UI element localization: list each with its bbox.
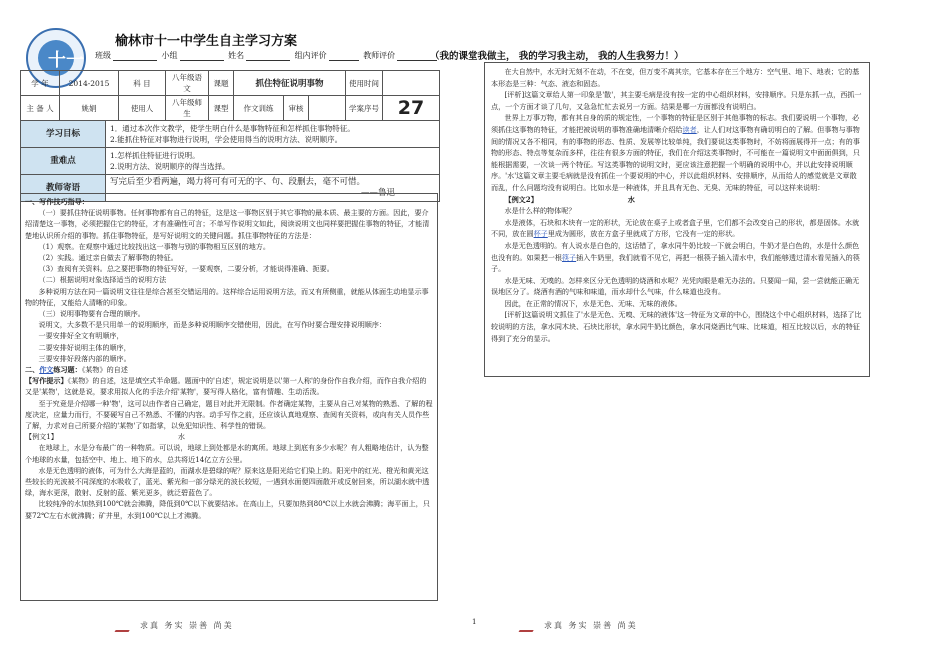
paragraph: 因此，在正常的情况下，水是无色、无味、无味的液体。: [504, 298, 682, 308]
meta-cell: 科 目: [119, 71, 166, 96]
footer-motto: 求真 务实 崇善 尚美: [544, 621, 638, 630]
meta-cell: [383, 71, 440, 96]
section2-prefix: 二、: [25, 365, 40, 375]
key-point-item: 1.怎样抓住特征进行说明。: [110, 151, 200, 160]
meta-cell: [309, 96, 346, 121]
list-item: 二要安排好说明主体的顺序，: [38, 342, 131, 352]
paragraph: 多种说明方法在同一篇说明文往往是综合甚至交错运用的。这样综合运用说明方法，而又有所侧重，就能从体面生动地显示事物的特征，又能给人清晰的印象。: [25, 286, 429, 307]
meta-cell: 审核: [284, 96, 309, 121]
footer-left: [118, 620, 234, 632]
goals-table: [20, 120, 440, 202]
school-title: 榆林市十一中学生自主学习方案: [115, 34, 298, 49]
subheading: （二）根据说明对象选择适当的说明方法: [38, 275, 167, 285]
group-blank[interactable]: [180, 51, 224, 61]
field-group: 小组: [161, 51, 178, 60]
meta-cell: 学 年: [21, 71, 60, 96]
text: 里成为圆形，放在方盒子里就成了方形，它没有一定的形状。: [547, 229, 740, 239]
left-column: [20, 193, 438, 601]
page-number: 1: [472, 618, 477, 626]
objective-item: 1．通过本次作文教学，使学生明白什么是事物特征和怎样抓住事物特征。: [110, 124, 355, 133]
paragraph: （一）要抓住特征说明事物。任何事物都有自己的特征，这是这一事物区别于其它事物的最本质、最主要的方面。因此，要介绍清楚这一事物，必须把握住它的特征，才有准确性可言；不单写作说明文如此，阅读说明文也同样要把握住事物的特征，才能清楚地认识所介绍的事物。抓住事物特征，是写好说明文的关键问题。抓住事物特征的方法是：: [25, 208, 430, 240]
text: 插入牛奶里，我们就看不见它，再把一根筷子插入清水中，我们能够透过清水看见插入的筷子。: [491, 252, 860, 274]
lesson-number: 27: [383, 96, 440, 121]
section1-title: 一、写作技巧指导：: [25, 197, 89, 206]
example2-title: 水: [627, 194, 635, 204]
slogan: （我的课堂我做主， 我的学习我主动， 我的人生我努力！）: [430, 51, 684, 62]
paragraph: 至于究竟是介绍哪一种'物'，这可以由作者自己确定，题目对此并无限制。作者确定某物，主要从自己对某物的熟悉、了解的程度决定，应量力而行，不要硬写自己不熟悉、不懂的内容。动手写作之前，还应该认真地观察、查阅有关资料，或向有关人员作些了解，力求对自己所要介绍的'某物'了如指掌，以免犯知识性、科学性的错误。: [25, 398, 433, 431]
hint-text: 《某物》的自述，这是填空式半命题。题面中的'自述'，规定说明是以'第一人称'的身份作自我介绍，而作自我介绍的又是'某物'，这就是说，要求用拟人化的手法介绍'某物'，要写得人格化，富有情趣、生动活泼。: [25, 376, 427, 397]
group-eval-blank[interactable]: [329, 51, 359, 61]
text: 水是液体，石块和木块有一定的形状，无论放在桌子上或者盒子里，它们都不会改变自己的形状，都是固体。水就不同，放在圆: [491, 217, 860, 239]
cup-link[interactable]: 杯子: [533, 229, 548, 239]
meta-topic: 抓住特征说明事物: [234, 71, 346, 96]
meta-cell: 八年级师生: [166, 96, 209, 121]
example2-heading: [491, 194, 863, 206]
meta-cell: 使用时间: [346, 71, 383, 96]
field-group-eval: 组内评价: [294, 51, 327, 60]
paragraph: 在地球上，水是分布最广的一种物质。可以说，地球上到处都是水的寓所。地球上到底有多少水呢？有人粗略地估计，认为整个地球的水量，包括空中、地上、地下的水，总共将近14亿立方公里。: [25, 443, 429, 464]
name-blank[interactable]: [246, 51, 290, 61]
objective-item: 2.能抓住特征对事物进行说明，学会使用得当的说明方法、说明顺序。: [110, 135, 343, 144]
paragraph: 水是什么样的物体呢？: [504, 206, 576, 216]
chopsticks-link[interactable]: 筷子: [561, 252, 577, 262]
field-class: 班级: [95, 51, 111, 60]
essay-link[interactable]: 作文: [39, 365, 54, 375]
meta-row-2: [21, 96, 440, 121]
comment: [评析]这篇文章给人第一印象是'散'，其主要毛病是没有按一定的中心组织材料，安排顺序。只是东抓一点，西抓一点，一个方面才谈了几句，又急急忙忙去说另一方面。结果是哪一方面都没有说明白。: [491, 90, 862, 111]
example2-label: 【例文2】: [504, 194, 538, 204]
list-item: 三要安排好段落内部的顺序。: [38, 353, 131, 363]
comment-text: ，让人们对这事物有确切明白的了解。但事物与事物间的情况又各不相同，有的事物的形态、性质、发展等比较单纯，我们要说这类事物时，不妨将面展得开一点；有的事物的形态、特点等复杂而多样，往往有很多方面的特征，我们在介绍这类事物时，不可能在一篇说明文中面面俱到，只能根据需要，一次谈一两个特征。写这类事物的说明文时，更应该注意把握一个明确的说明中心，并以此安排说明顺序。'水'这篇文章主要毛病就是没有抓住一个要说明的中心，并以此组织材料、安排顺序，从而给人的感觉就是文章散而乱，什么问题均没有说明白。比如水是一种液体，并且具有无色、无臭、无味的特征，可以这样来说明：: [491, 124, 860, 192]
message-text: 写完后至少看两遍，竭力将可有可无的字、句、段删去，毫不可惜。: [110, 177, 366, 187]
right-column: [484, 62, 870, 377]
meta-cell: 课题: [209, 71, 234, 96]
footer-motto: 求真 务实 崇善 尚美: [140, 621, 234, 630]
section2-topic: 《某物》的自述: [81, 365, 128, 375]
meta-cell: 学案序号: [346, 96, 383, 121]
meta-cell: 八年级语文: [166, 71, 209, 96]
meta-cell: 2014-2015: [60, 71, 119, 96]
paragraph: 在大自然中，水无时无刻不在动，不在变，但万变不离其宗，它基本存在三个地方：空气里、地下、地表；它的基本形态是三种：气态、液态和固态。: [491, 67, 860, 88]
meta-cell: 使用人: [119, 96, 166, 121]
list-item: 一要安排好全文有明顺序，: [38, 331, 124, 341]
comment-paragraph: [491, 112, 863, 193]
paragraph: 水是无色透明的液体，可为什么大海是蓝的，而湖水是碧绿的呢？原来这是阳光给它们染上的。阳光中的红光、橙光和黄光这些较长的光波被不同深度的水吸收了，蓝光、紫光和一部分绿光的波长较短，一遇到水面便四面散开或反射回来，所以湖水就中透绿，海水更深，散射、反射的蓝、紫光更多，就泛碧蓝色了。: [25, 465, 430, 498]
key-points: [106, 148, 440, 175]
paragraph: 水是无味、无嗅的。怎样来区分无色透明的烧酒和水呢？光凭肉眼是难无办法的。只要闻一闻，尝一尝就能正确无误地区分了。烧酒有酒的气味和味道，而水却什么气味，什么味道也没有。: [491, 275, 860, 297]
section2-heading: [25, 364, 433, 375]
meta-cell: 作文训练: [234, 96, 284, 121]
meta-row-1: [21, 71, 440, 96]
objectives-label: 学习目标: [21, 121, 106, 148]
message-label: 教师寄语: [21, 175, 106, 202]
text: 水是无色透明的。有人说水是白色的，这话错了，拿水同牛奶比较一下就会明白，牛奶才是白色的，水是什么颜色也没有的。如果把一根: [491, 240, 860, 262]
example1-title: 水: [177, 432, 185, 442]
meta-table: [20, 70, 440, 121]
key-point-item: 2.说明方法、说明顺序的得当选择。: [110, 162, 230, 171]
reader-link[interactable]: 读者: [682, 124, 697, 134]
class-blank[interactable]: [113, 51, 157, 61]
key-points-label: 重难点: [21, 148, 106, 175]
list-item: （2）实践。通过亲自做去了解事物的特征。: [38, 253, 178, 263]
field-teacher-eval: 教师评价: [363, 51, 396, 60]
meta-cell: 姚娟: [60, 96, 119, 121]
message-author: ——鲁迅: [360, 188, 395, 198]
footer-right: [522, 620, 638, 632]
example1-label: 【例文1】: [25, 432, 58, 442]
footer-mark-icon: [519, 620, 540, 632]
comment-text: 世界上万事万物，都有其自身的质的规定性，一个事物的特征是区别于其他事物的标志。我们要说明一个事物，必须抓住这事物的特征，才能把被说明的事物准确地清晰介绍给: [491, 113, 860, 134]
example1-heading: [25, 431, 433, 442]
meta-cell: 课型: [209, 96, 234, 121]
footer-mark-icon: [115, 620, 136, 632]
list-item: （3）查阅有关资料。总之要把事物的特征写好，一要观察，二要分析，才能说得准确、扼要。: [38, 264, 334, 274]
subheading: （三）说明事物要有合理的顺序。: [38, 309, 145, 319]
list-item: （1）观察。在观察中通过比较找出这一事物与别的事物相互区别的地方。: [38, 241, 270, 251]
hint-paragraph: [25, 375, 433, 397]
field-name: 姓名: [228, 51, 245, 60]
header-fields: [95, 50, 439, 61]
section2-title: 练习题：: [53, 365, 82, 375]
paragraph: 比较纯净的水加热到100℃就会沸腾，降低到0℃以下就要结冰。在高山上，只要加热到80℃以上水就会沸腾；海平面上，只要72℃左右水就沸腾；矿井里，水到100℃以上才沸腾。: [25, 499, 430, 520]
objectives: [106, 121, 440, 148]
paragraph: [491, 240, 863, 275]
paragraph: [491, 217, 863, 240]
paragraph: 说明文，大多数不是只用单一的说明顺序，而是多种说明顺序交错使用，因此，在写作时要合理安排说明顺序：: [38, 320, 387, 330]
meta-cell: 主 备 人: [21, 96, 60, 121]
school-logo: 十一: [26, 28, 86, 88]
comment: [评析]这篇说明文抓住了'水是无色、无嗅、无味的液体'这一特征为文章的中心，围绕这个中心组织材料，选择了比较说明的方法，拿水同木块、石块比形状，拿水同牛奶比颜色，拿水同烧酒比气味、比味道，相互比较以后，水的特征得到了充分的显示。: [491, 310, 862, 343]
hint-label: 【写作提示】: [25, 376, 68, 386]
